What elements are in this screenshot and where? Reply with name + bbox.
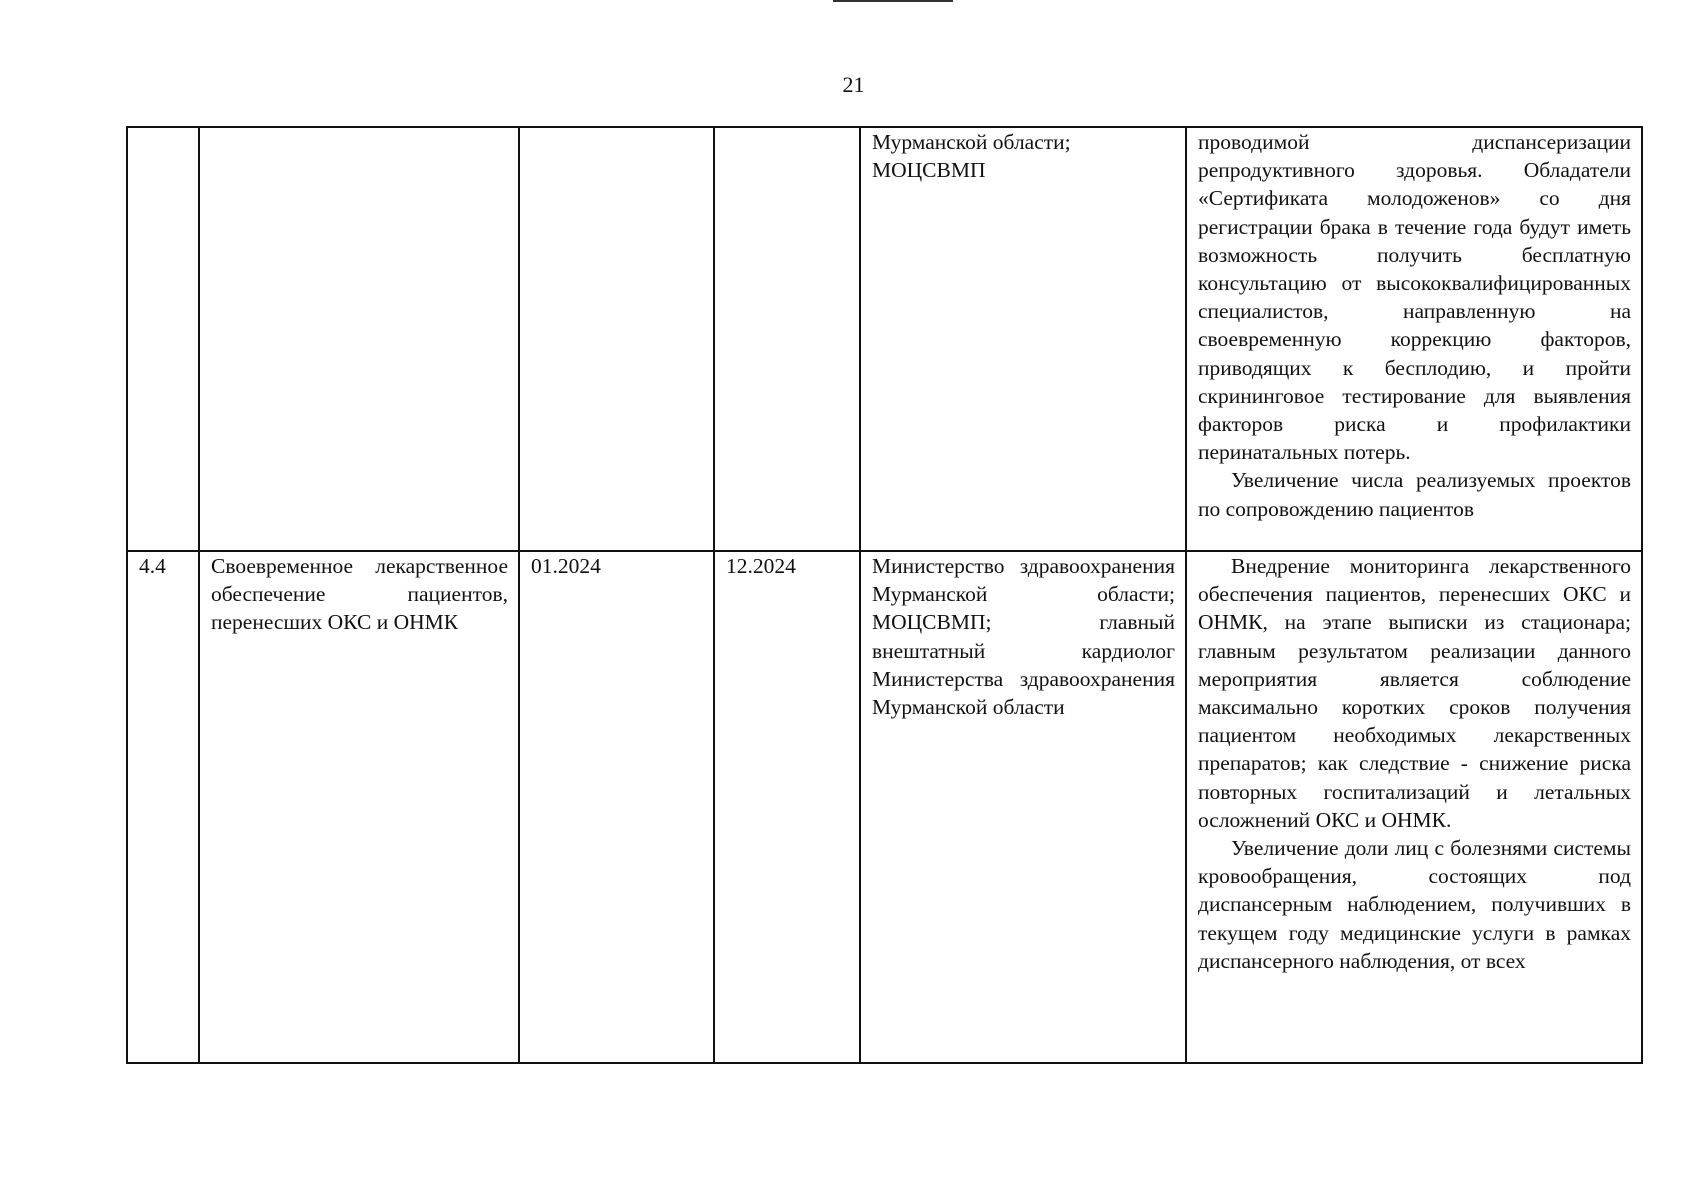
result-paragraph: Увеличение числа реализуемых проектов по сопровождению пациентов: [1198, 468, 1631, 521]
cell-result: [1186, 551, 1642, 1063]
cell-number: [127, 127, 199, 551]
cell-end-date: 12.2024: [714, 551, 860, 1063]
result-paragraph: Внедрение мониторинга лекарственного обеспечения пациентов, перенесших ОКС и ОНМК, на этапе выписки из стационара; главным результатом реализации данного мероприятия является соблюдение максимально коротких сроков получения пациентом необходимых лекарственных препаратов; как следствие - снижение риска повторных госпитализаций и летальных осложнений ОКС и ОНМК.: [1198, 554, 1631, 832]
page-number: 21: [842, 72, 865, 97]
cell-responsible: Министерство здравоохранения Мурманской области; МОЦСВМП; главный внештатный кардиолог Министерства здравоохранения Мурманской области: [860, 551, 1186, 1063]
table-row: [127, 551, 1642, 1063]
measures-table: [126, 126, 1643, 1064]
cell-number: 4.4: [127, 551, 199, 1063]
cell-start-date: 01.2024: [519, 551, 714, 1063]
scan-artifact-line: [833, 0, 953, 2]
cell-start-date: [519, 127, 714, 551]
result-paragraph: Увеличение доли лиц с болезнями системы кровообращения, состоящих под диспансерным наблюдением, получивших в текущем году медицинские услуги в рамках диспансерного наблюдения, от всех: [1198, 836, 1631, 973]
cell-measure-name: [199, 127, 519, 551]
cell-end-date: [714, 127, 860, 551]
cell-result: [1186, 127, 1642, 551]
table-row: [127, 127, 1642, 551]
result-paragraph: проводимой диспансеризации репродуктивного здоровья. Обладатели «Сертификата молодоженов» со дня регистрации брака в течение года будут иметь возможность получить бесплатную консультацию от высококвалифицированных специалистов, направленную на своевременную коррекцию факторов, приводящих к бесплодию, и пройти скрининговое тестирование для выявления факторов риска и профилактики перинатальных потерь.: [1198, 130, 1631, 465]
cell-responsible: Мурманской области; МОЦСВМП: [860, 127, 1186, 551]
cell-measure-name: Своевременное лекарственное обеспечение пациентов, перенесших ОКС и ОНМК: [199, 551, 519, 1063]
